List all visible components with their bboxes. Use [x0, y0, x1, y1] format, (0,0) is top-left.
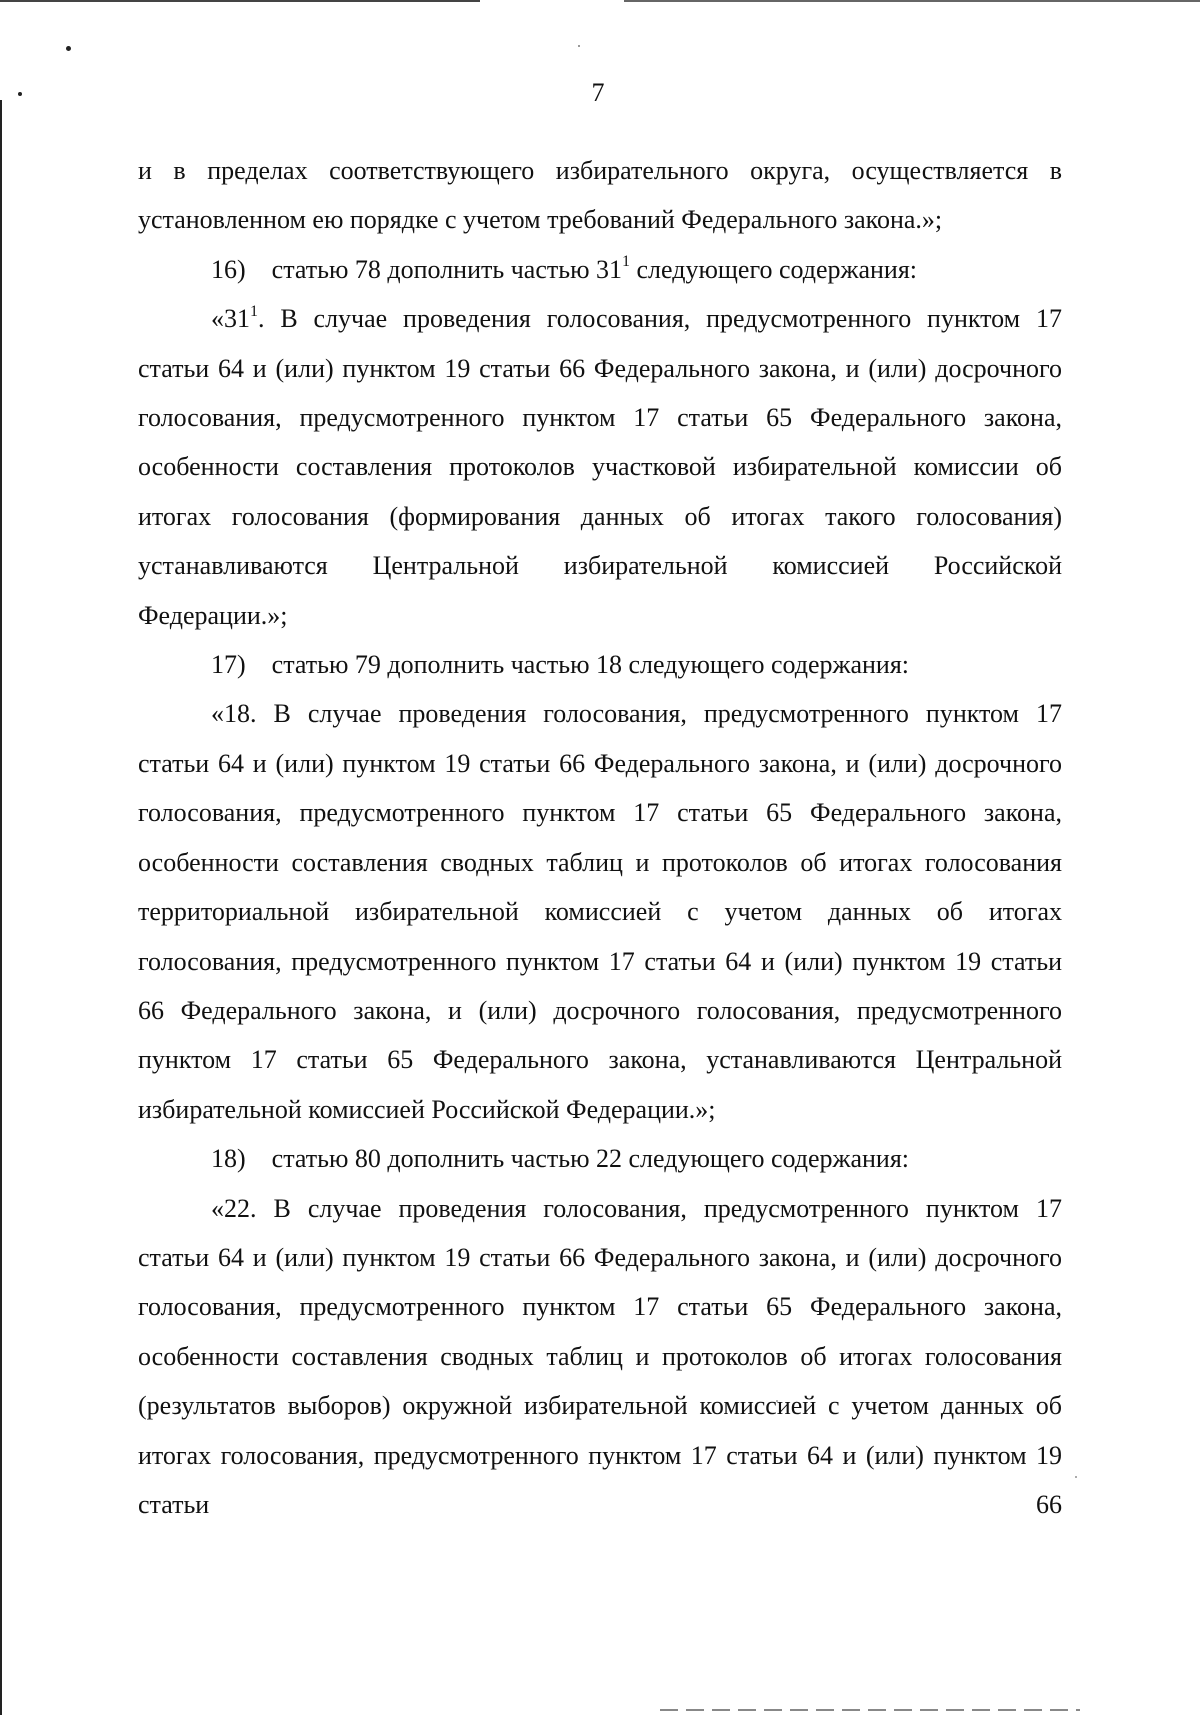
paragraph-continuation: и в пределах соответствующего избирательного округа, осуществляется в установленном ею порядке с учетом требований Федерального закона.»;: [138, 156, 1062, 235]
paragraph-item-16: [138, 245, 1062, 294]
paragraph-item-18: 18) статью 80 дополнить частью 22 следующего содержания:: [211, 1144, 910, 1174]
item-16-text: 16) статью 78 дополнить частью 31: [211, 254, 623, 284]
paragraph-part-22: «22. В случае проведения голосования, предусмотренного пунктом 17 статьи 64 и (или) пунктом 19 статьи 66 Федерального закона, и (или) досрочного голосования, предусмотренного пунктом 17 статьи 65 Федерального закона, особенности составления сводных таблиц и протоколов об итогах голосования (результатов выборов) окружной избирательной комиссией с учетом данных об итогах голосования, предусмотренного пунктом 17 статьи 64 и (или) пунктом 19 статьи 66: [138, 1193, 1062, 1519]
part-31-1-lead: «31: [211, 304, 250, 334]
scan-speck: [66, 46, 71, 51]
scan-border-top: [0, 0, 1200, 2]
part-31-1-superscript: 1: [250, 302, 258, 320]
scan-border-bottom: [660, 1709, 1080, 1711]
paragraph-item-17: 17) статью 79 дополнить частью 18 следующего содержания:: [211, 650, 910, 680]
scan-speck: [1075, 1476, 1077, 1478]
paragraph-part-18: «18. В случае проведения голосования, предусмотренного пунктом 17 статьи 64 и (или) пунктом 19 статьи 66 Федерального закона, и (или) досрочного голосования, предусмотренного пунктом 17 статьи 65 Федерального закона, особенности составления сводных таблиц и протоколов об итогах голосования территориальной избирательной комиссией с учетом данных об итогах голосования, предусмотренного пунктом 17 статьи 64 и (или) пунктом 19 статьи 66 Федерального закона, и (или) досрочного голосования, предусмотренного пунктом 17 статьи 65 Федерального закона, устанавливаются Центральной избирательной комиссией Российской Федерации.»;: [138, 699, 1062, 1124]
part-31-1-body: . В случае проведения голосования, предусмотренного пунктом 17 статьи 64 и (или) пунктом 19 статьи 66 Федерального закона, и (или) досрочного голосования, предусмотренного пунктом 17 статьи 65 Федерального закона, особенности составления протоколов участковой избирательной комиссии об итогах голосования (формирования данных об итогах такого голосования) устанавливаются Центральной избирательной комиссией Российской Федерации.»;: [138, 304, 1062, 630]
item-16-text-end: следующего содержания:: [630, 254, 918, 284]
scan-speck: [578, 45, 580, 47]
paragraph-part-31-1: [138, 294, 1062, 640]
document-body: [138, 146, 1062, 1529]
page-number: 7: [591, 78, 605, 107]
item-16-superscript: 1: [622, 253, 631, 271]
scan-border-left: [0, 100, 2, 1715]
